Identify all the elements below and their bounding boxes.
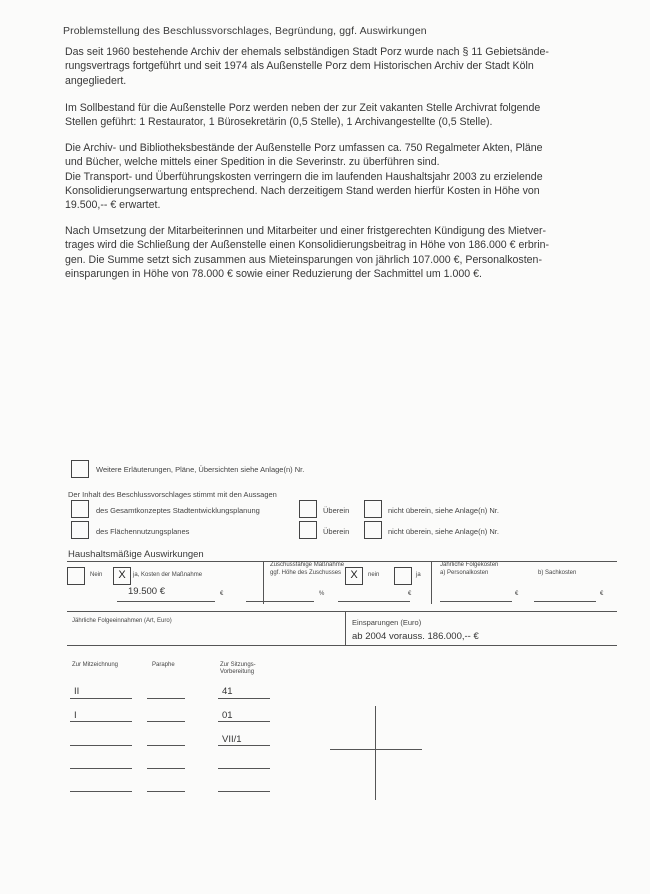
flaechen-nicht-checkbox[interactable]	[364, 521, 382, 539]
nein-label: Nein	[90, 572, 103, 578]
paragraph-line: gen. Die Summe setzt sich zusammen aus Mieteinsparungen von jährlich 107.000 €, Personalkosten-	[65, 253, 542, 266]
zuschuss-amount-underline	[338, 601, 410, 602]
paragraph-4	[65, 224, 549, 281]
sitzung-value: VII/1	[222, 734, 242, 745]
nein-label: nein	[368, 572, 380, 578]
einsparungen-value: ab 2004 vorauss. 186.000,-- €	[352, 631, 479, 642]
einsparungen-label: Einsparungen (Euro)	[352, 618, 422, 627]
paragraph-line: Im Sollbestand für die Außenstelle Porz werden neben der zur Zeit vakanten Stelle Archivrat folgende	[65, 102, 541, 114]
mitzeichnung-value: II	[74, 686, 80, 697]
divider	[431, 561, 432, 604]
divider	[67, 645, 617, 646]
euro-unit: €	[515, 591, 519, 597]
paragraph-line: Nach Umsetzung der Mitarbeiterinnen und Mitarbeiter und einer fristgerechten Kündigung des Mietver-	[65, 225, 547, 237]
euro-unit: €	[408, 591, 412, 597]
sitzung-value: 41	[222, 686, 233, 697]
divider	[67, 611, 617, 612]
zuschuss-label: Zuschussfähige Maßnahme	[270, 562, 345, 568]
paragraph-line: trages wird die Schließung der Außenstelle einen Konsolidierungsbeitrag in Höhe von 186.000 € erbrin-	[65, 239, 550, 252]
sachkosten-label: b) Sachkosten	[538, 570, 577, 576]
signature-line	[70, 791, 132, 792]
gesamtkonzept-ueberein-checkbox[interactable]	[299, 500, 317, 518]
signature-line	[70, 698, 132, 699]
signature-line	[147, 721, 185, 722]
kosten-nein-checkbox[interactable]	[67, 567, 85, 585]
signature-line	[70, 768, 132, 769]
mitzeichnung-label: Zur Mitzeichnung	[72, 662, 119, 668]
zuschuss-label-2: ggf. Höhe des Zuschusses	[270, 570, 342, 576]
kosten-ja-checkbox[interactable]: X	[113, 567, 131, 585]
kosten-value: 19.500 €	[128, 586, 165, 597]
section-title: Problemstellung des Beschlussvorschlages, Begründung, ggf. Auswirkungen	[63, 25, 427, 37]
gesamtkonzept-checkbox[interactable]	[71, 500, 89, 518]
signature-line	[147, 745, 185, 746]
gesamtkonzept-nicht-checkbox[interactable]	[364, 500, 382, 518]
signature-line	[147, 791, 185, 792]
nicht-ueberein-label: nicht überein, siehe Anlage(n) Nr.	[388, 506, 499, 515]
divider	[345, 611, 346, 645]
signature-line	[218, 721, 270, 722]
sachkosten-underline	[534, 601, 596, 602]
signature-line	[147, 698, 185, 699]
personalkosten-underline	[440, 601, 512, 602]
ja-label: ja	[416, 572, 421, 578]
zuschuss-underline	[246, 601, 314, 602]
divider	[375, 706, 376, 800]
zuschuss-nein-checkbox[interactable]: X	[345, 567, 363, 585]
nicht-ueberein-label: nicht überein, siehe Anlage(n) Nr.	[388, 527, 499, 536]
signature-line	[218, 768, 270, 769]
haushalt-title: Haushaltsmäßige Auswirkungen	[68, 549, 204, 560]
paragraph-line: Konsolidierungserwartung entsprechend. Nach derzeitigem Stand werden hierfür Kosten in Höhe von	[65, 184, 540, 197]
paragraph-line: und Bücher, welche mittels einer Spedition in die Severinstr. zu überführen sind.	[65, 156, 440, 169]
inhalt-label: Der Inhalt des Beschlussvorschlages stimmt mit den Aussagen	[68, 490, 277, 499]
signature-line	[218, 698, 270, 699]
ueberein-label: Überein	[323, 506, 350, 515]
paragraph-line: Die Archiv- und Bibliotheksbestände der Außenstelle Porz umfassen ca. 750 Regalmeter Akten, Pläne	[65, 142, 543, 154]
folgekosten-label: Jährliche Folgekosten	[440, 562, 499, 568]
folgeeinnahmen-label: Jährliche Folgeeinnahmen (Art, Euro)	[72, 618, 172, 624]
paragraph-line: Das seit 1960 bestehende Archiv der ehemals selbständigen Stadt Porz wurde nach § 11 Gebietsände-	[65, 46, 549, 58]
euro-unit: €	[220, 591, 224, 597]
euro-unit: €	[600, 591, 604, 597]
paragraph-line: Die Transport- und Überführungskosten verringern die im laufenden Haushaltsjahr 2003 zu erzielende	[65, 170, 543, 183]
signature-line	[147, 768, 185, 769]
ueberein-label: Überein	[323, 527, 350, 536]
zuschuss-ja-checkbox[interactable]	[394, 567, 412, 585]
paragraph-line: Stellen geführt: 1 Restaurator, 1 Bürosekretärin (0,5 Stelle), 1 Archivangestellte (0,5 Stelle).	[65, 116, 493, 129]
sitzungs-label: Zur Sitzungs-	[220, 662, 256, 668]
personalkosten-label: a) Personalkosten	[440, 570, 489, 576]
paragraph-3	[65, 141, 543, 212]
flaechen-checkbox[interactable]	[71, 521, 89, 539]
paragraph-1	[65, 45, 549, 88]
divider	[263, 561, 264, 604]
signature-line	[218, 745, 270, 746]
signature-line	[70, 721, 132, 722]
paragraph-line: einsparungen in Höhe von 78.000 € sowie einer Reduzierung der Sachmittel um 1.000 €.	[65, 267, 482, 280]
sitzungs-label-2: Vorbereitung	[220, 669, 255, 675]
flaechen-ueberein-checkbox[interactable]	[299, 521, 317, 539]
paragraph-line: rungsvertrags fortgeführt und seit 1974 als Außenstelle Porz dem Historischen Archiv der Stadt Köln	[65, 60, 534, 73]
signature-line	[70, 745, 132, 746]
paragraph-line: angegliedert.	[65, 74, 127, 87]
weitere-checkbox[interactable]	[71, 460, 89, 478]
ja-kosten-label: ja, Kosten der Maßnahme	[133, 572, 203, 578]
signature-line	[218, 791, 270, 792]
flaechen-label: des Flächennutzungsplanes	[96, 527, 190, 536]
gesamtkonzept-label: des Gesamtkonzeptes Stadtentwicklungsplanung	[96, 506, 260, 515]
kosten-underline	[117, 601, 215, 602]
mitzeichnung-value: I	[74, 710, 77, 721]
sitzung-value: 01	[222, 710, 233, 721]
weitere-label: Weitere Erläuterungen, Pläne, Übersichten siehe Anlage(n) Nr.	[96, 465, 305, 474]
divider	[330, 749, 422, 750]
percent-unit: %	[319, 591, 325, 597]
paraphe-label: Paraphe	[152, 662, 175, 668]
paragraph-2	[65, 101, 540, 130]
paragraph-line: 19.500,-- € erwartet.	[65, 199, 161, 212]
